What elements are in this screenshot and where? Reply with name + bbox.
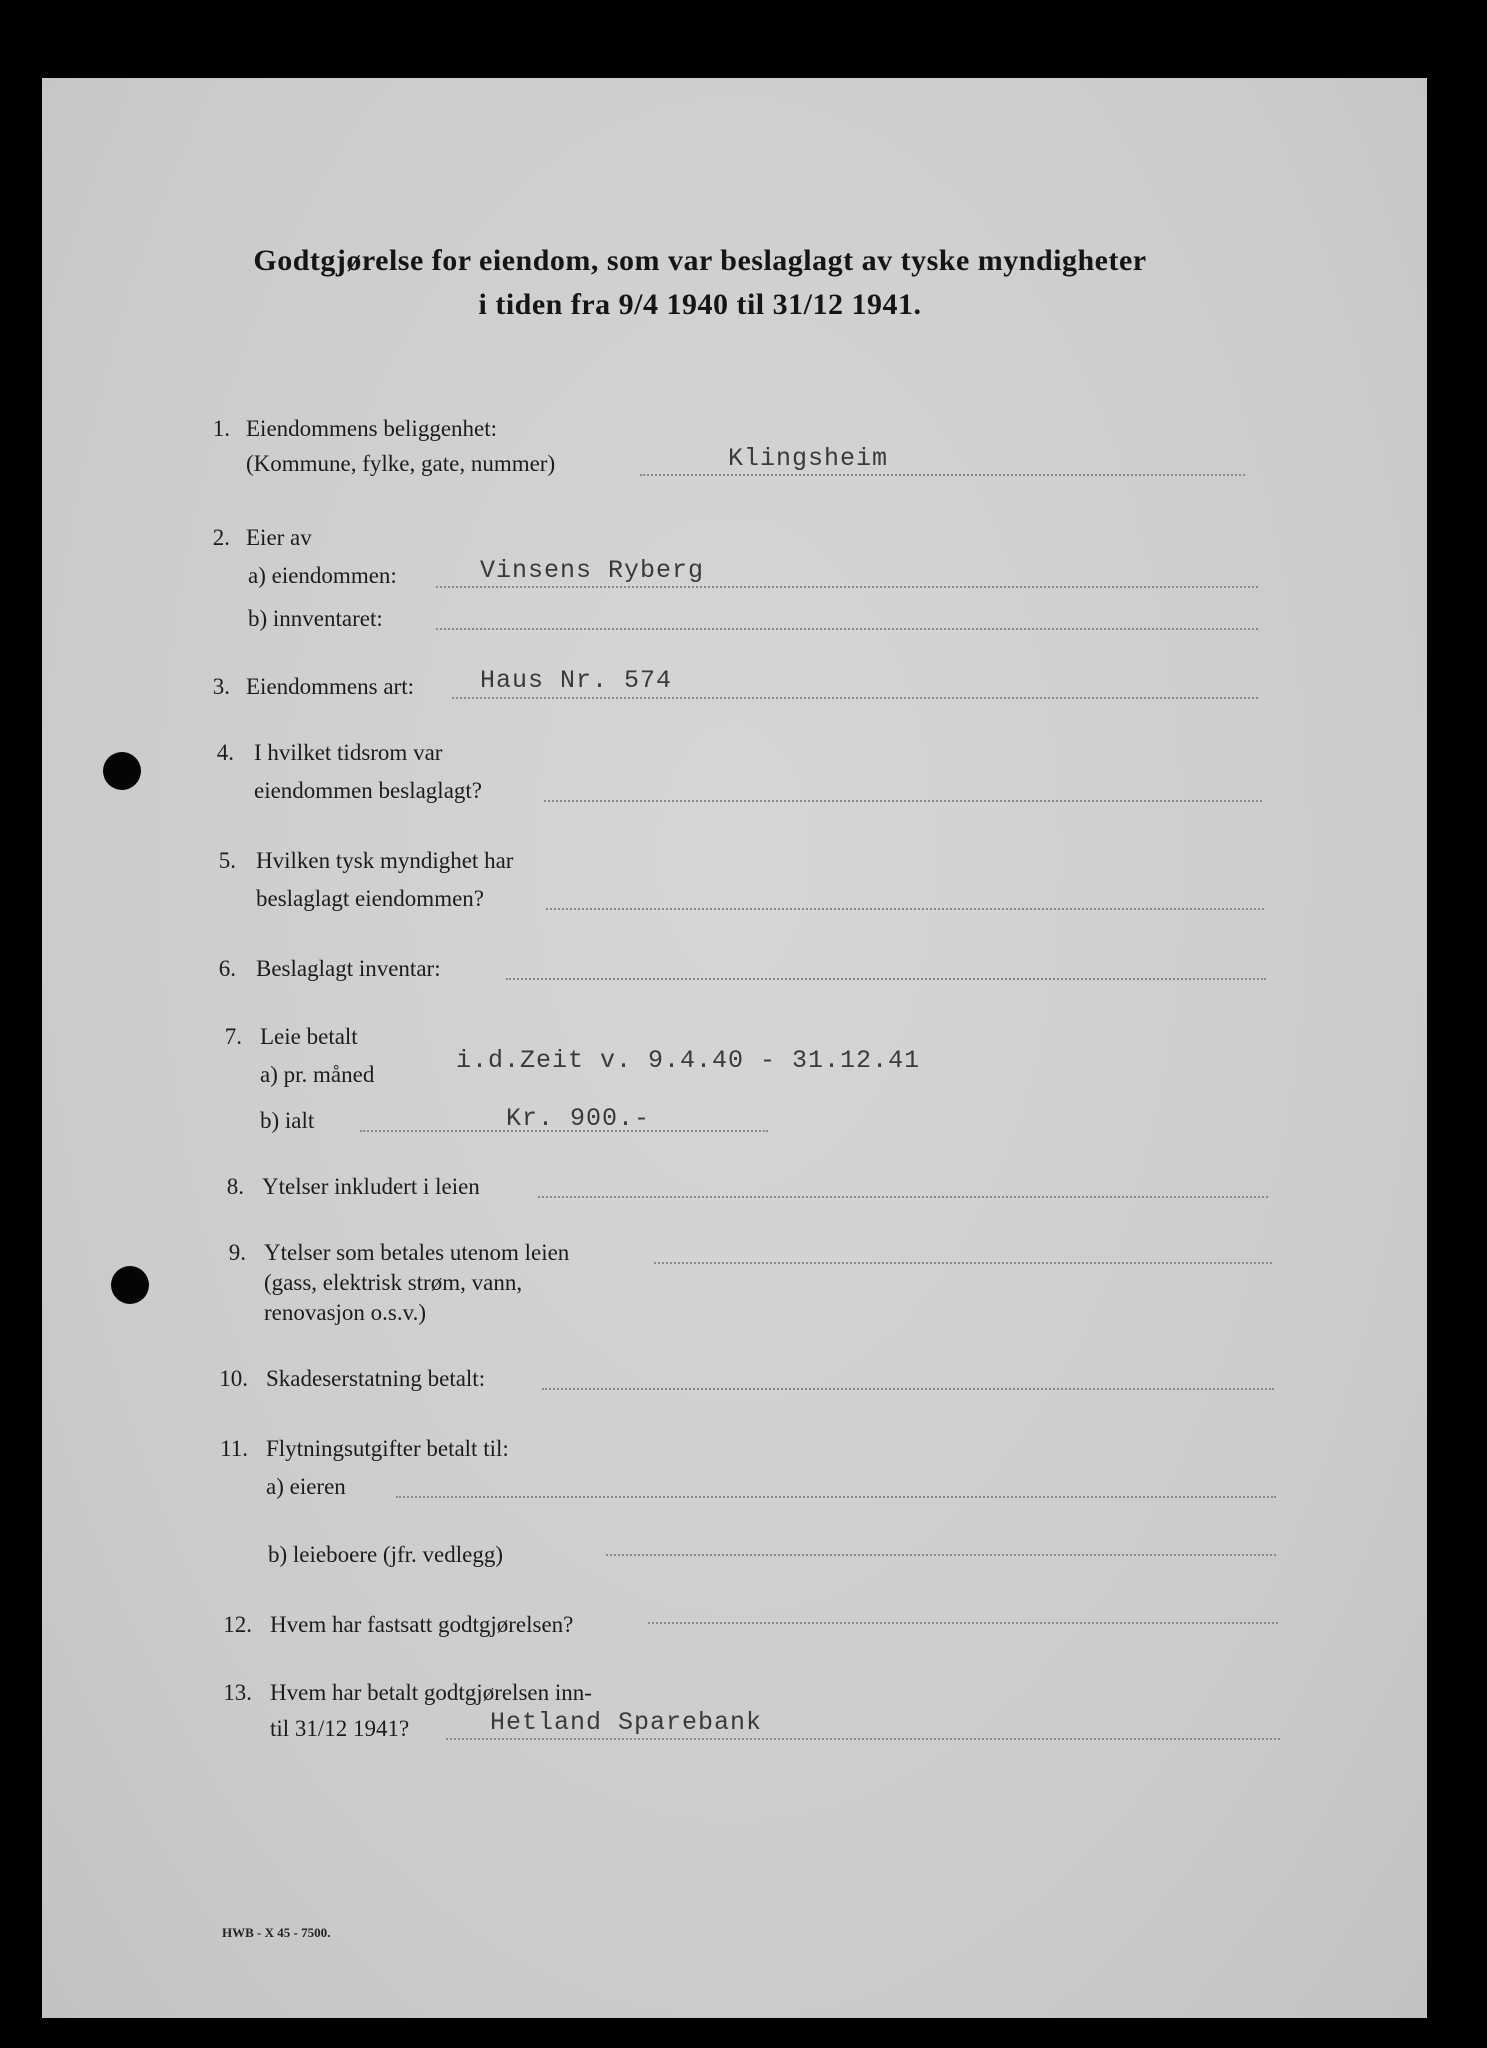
item-2a-fill-line (436, 586, 1258, 588)
item-2b-fill-line (436, 628, 1258, 630)
item-11b-label: b) leieboere (jfr. vedlegg) (268, 1542, 503, 1567)
item-7-label: Leie betalt (260, 1024, 358, 1049)
item-11a-label: a) eieren (266, 1474, 346, 1499)
item-10-label: Skadeserstatning betalt: (266, 1366, 486, 1391)
item-8-label: Ytelser inkludert i leien (262, 1174, 480, 1199)
item-11-number: 11. (220, 1436, 248, 1461)
form-title-line-1: Godtgjørelse for eiendom, som var beslaglagt av tyske myndigheter (253, 244, 1147, 277)
item-6-number: 6. (218, 956, 236, 981)
item-1-number: 1. (212, 416, 230, 441)
item-12-label: Hvem har fastsatt godtgjørelsen? (270, 1612, 574, 1637)
form-title-line-2: i tiden fra 9/4 1940 til 31/12 1941. (478, 288, 922, 321)
punch-hole-bottom (111, 1266, 149, 1304)
item-3-label: Eiendommens art: (246, 674, 414, 699)
item-2-label: Eier av (246, 525, 312, 550)
item-7-number: 7. (224, 1024, 242, 1049)
punch-hole-top (103, 752, 141, 790)
item-12-fill-line (648, 1622, 1278, 1624)
item-5-number: 5. (218, 848, 236, 873)
item-1-sublabel: (Kommune, fylke, gate, nummer) (246, 451, 556, 476)
item-1-fill-line (640, 474, 1245, 476)
item-7b-value: Kr. 900.- (506, 1104, 651, 1133)
item-7a-value: i.d.Zeit v. 9.4.40 - 31.12.41 (456, 1046, 921, 1075)
item-2-number: 2. (212, 525, 230, 550)
item-13-fill-line (446, 1738, 1280, 1740)
item-6-fill-line (506, 978, 1266, 980)
item-4-fill-line (544, 800, 1262, 802)
item-4-label: I hvilket tidsrom var (254, 740, 443, 765)
item-8-fill-line (538, 1196, 1268, 1198)
item-4-number: 4. (216, 740, 234, 765)
item-9-number: 9. (228, 1240, 246, 1265)
item-11b-fill-line (606, 1554, 1276, 1556)
item-8-number: 8. (226, 1174, 244, 1199)
item-10-fill-line (542, 1388, 1274, 1390)
item-9-label: Ytelser som betales utenom leien (264, 1240, 570, 1265)
item-13-label: Hvem har betalt godtgjørelsen inn- (270, 1680, 592, 1705)
form-code: HWB - X 45 - 7500. (222, 1925, 331, 1940)
item-3-value: Haus Nr. 574 (480, 666, 673, 695)
item-13-value: Hetland Sparebank (490, 1708, 763, 1737)
item-12-number: 12. (223, 1612, 252, 1637)
item-13-number: 13. (223, 1680, 252, 1705)
item-7b-label: b) ialt (260, 1108, 315, 1133)
item-9-fill-line (654, 1262, 1272, 1264)
item-3-number: 3. (212, 674, 230, 699)
item-11a-fill-line (396, 1496, 1276, 1498)
item-13-sublabel: til 31/12 1941? (270, 1716, 410, 1741)
item-7a-label: a) pr. måned (260, 1062, 375, 1087)
item-5-label: Hvilken tysk myndighet har (256, 848, 514, 873)
item-10-number: 10. (219, 1366, 248, 1391)
item-2a-label: a) eiendommen: (248, 563, 397, 588)
item-1-value: Klingsheim (728, 444, 889, 473)
item-5-sublabel: beslaglagt eiendommen? (256, 886, 485, 911)
item-2a-value: Vinsens Ryberg (480, 556, 705, 585)
item-2b-label: b) innventaret: (248, 606, 383, 631)
item-1-label: Eiendommens beliggenhet: (246, 416, 498, 441)
item-6-label: Beslaglagt inventar: (256, 956, 441, 981)
item-9-sublabel-2: renovasjon o.s.v.) (264, 1300, 427, 1325)
item-9-sublabel-1: (gass, elektrisk strøm, vann, (264, 1270, 523, 1295)
item-5-fill-line (546, 908, 1264, 910)
item-4-sublabel: eiendommen beslaglagt? (254, 778, 483, 803)
item-11-label: Flytningsutgifter betalt til: (266, 1436, 509, 1461)
item-3-fill-line (452, 697, 1258, 699)
